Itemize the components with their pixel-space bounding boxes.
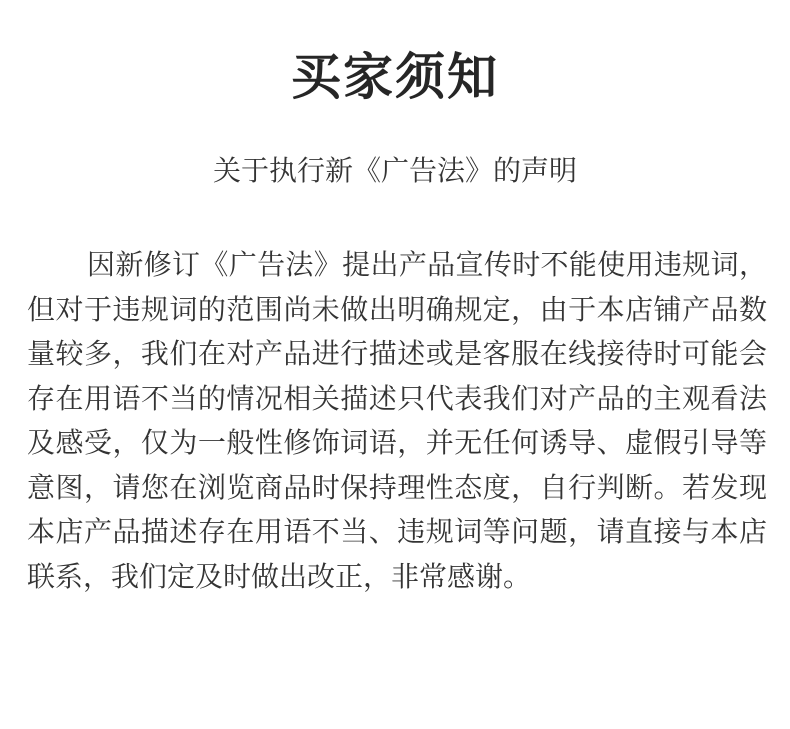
page-subtitle: 关于执行新《广告法》的声明 [212,154,577,187]
page-title: 买家须知 [291,48,499,106]
notice-body-paragraph: 因新修订《广告法》提出产品宣传时不能使用违规词，但对于违规词的范围尚未做出明确规定，由于本店铺产品数量较多，我们在对产品进行描述或是客服在线接待时可能会存在用语不当的情况相关描述只代表我们对产品的主观看法及感受，仅为一般性修饰词语，并无任何诱导、虚假引导等意图，请您在浏览商品时保持理性态度，自行判断。若发现本店产品描述存在用语不当、违规词等问题，请直接与本店联系，我们定及时做出改正，非常感谢。 [27,248,767,593]
